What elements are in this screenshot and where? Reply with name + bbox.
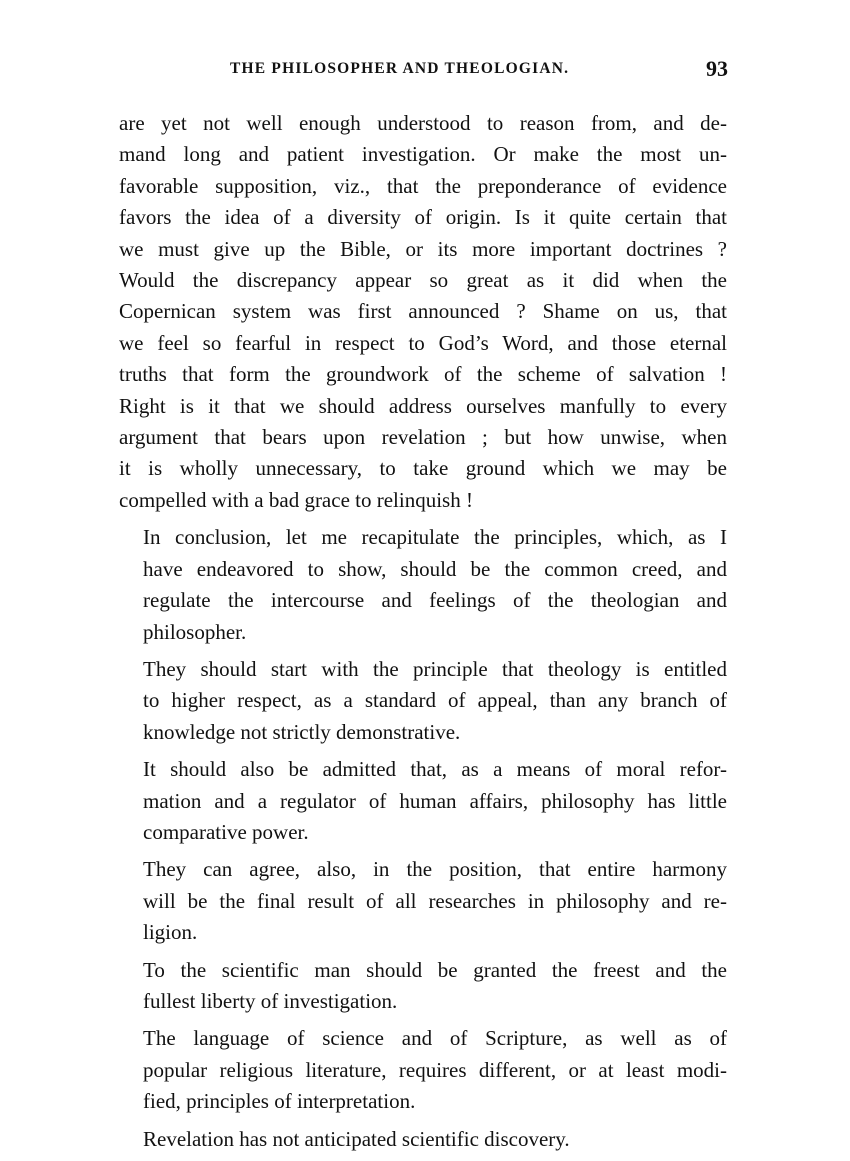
paragraph bbox=[119, 654, 727, 748]
text-line: compelled with a bad grace to relinquish ! bbox=[119, 487, 473, 512]
paragraph bbox=[119, 955, 727, 1018]
text-line: favors the idea of a diversity of origin. Is it quite certain that bbox=[119, 205, 727, 230]
text-line: it is wholly unnecessary, to take ground which we may be bbox=[119, 456, 727, 481]
running-head bbox=[118, 58, 728, 84]
text-line: fied, principles of interpretation. bbox=[143, 1089, 416, 1114]
paragraph bbox=[119, 1023, 727, 1117]
text-line: They can agree, also, in the position, that entire harmony bbox=[143, 857, 727, 882]
text-line: we feel so fearful in respect to God’s Word, and those eternal bbox=[119, 330, 727, 355]
text-line: Revelation has not anticipated scientific discovery. bbox=[143, 1126, 570, 1151]
text-line: Would the discrepancy appear so great as it did when the bbox=[119, 268, 727, 293]
text-line: philosopher. bbox=[143, 619, 247, 644]
text-line: we must give up the Bible, or its more important doctrines ? bbox=[119, 236, 727, 261]
text-line: regulate the intercourse and feelings of the theologian and bbox=[143, 588, 727, 613]
text-line: knowledge not strictly demonstrative. bbox=[143, 719, 461, 744]
text-line: mation and a regulator of human affairs, philosophy has little bbox=[143, 788, 727, 813]
text-line: have endeavored to show, should be the common creed, and bbox=[143, 556, 727, 581]
text-line: They should start with the principle that theology is entitled bbox=[143, 656, 727, 681]
text-line: To the scientific man should be granted the freest and the bbox=[143, 957, 727, 982]
paragraph bbox=[119, 754, 727, 848]
paragraph bbox=[119, 522, 727, 648]
text-line: to higher respect, as a standard of appeal, than any branch of bbox=[143, 688, 727, 713]
paragraph bbox=[119, 1124, 727, 1155]
text-line: popular religious literature, requires different, or at least modi- bbox=[143, 1057, 727, 1082]
text-line: It should also be admitted that, as a means of moral refor- bbox=[143, 757, 727, 782]
text-line: Right is it that we should address ourselves manfully to every bbox=[119, 393, 727, 418]
text-line: Copernican system was first announced ? Shame on us, that bbox=[119, 299, 727, 324]
text-line: fullest liberty of investigation. bbox=[143, 988, 398, 1013]
paragraph bbox=[119, 854, 727, 948]
body-text bbox=[119, 108, 727, 1161]
text-line: comparative power. bbox=[143, 819, 309, 844]
text-line: The language of science and of Scripture, as well as of bbox=[143, 1026, 727, 1051]
text-line: ligion. bbox=[143, 920, 198, 945]
text-line: In conclusion, let me recapitulate the principles, which, as I bbox=[143, 525, 727, 550]
text-line: mand long and patient investigation. Or make the most un- bbox=[119, 142, 727, 167]
paragraph bbox=[119, 108, 727, 516]
text-line: will be the final result of all researches in philosophy and re- bbox=[143, 888, 727, 913]
text-line: are yet not well enough understood to reason from, and de- bbox=[119, 111, 727, 135]
page-number: 93 bbox=[706, 56, 728, 81]
running-title: THE PHILOSOPHER AND THEOLOGIAN. bbox=[230, 60, 570, 77]
text-line: favorable supposition, viz., that the preponderance of evidence bbox=[119, 173, 727, 198]
text-line: argument that bears upon revelation ; but how unwise, when bbox=[119, 425, 727, 450]
text-line: truths that form the groundwork of the scheme of salvation ! bbox=[119, 362, 727, 387]
